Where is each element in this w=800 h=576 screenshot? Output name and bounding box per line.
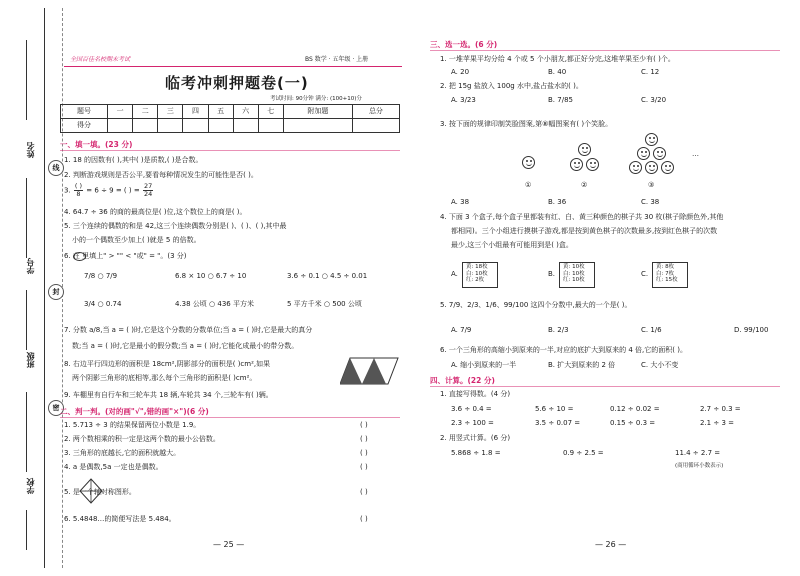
box-line: 红: 2枚	[466, 277, 485, 284]
figure-label-3: ③	[648, 181, 655, 189]
calc-item: 11.4 ÷ 2.7 =	[675, 449, 721, 457]
chess-box-c	[652, 262, 688, 288]
calc-item: 5.6 ÷ 10 =	[535, 405, 574, 413]
q9-text: 9. 车棚里有自行车和三轮车共 18 辆,车轮共 34 个,三轮车有( )辆。	[64, 391, 273, 399]
chess-box-b	[559, 262, 595, 288]
table-cell: 总分	[352, 105, 399, 119]
calc-item: 0.9 ÷ 2.5 =	[563, 449, 604, 457]
section-rule	[60, 150, 400, 151]
smiley-face-icon	[653, 147, 666, 160]
chess-box-a	[462, 262, 498, 288]
q1-text: 1. 18 的因数有( ),其中( )是质数,( )是合数。	[64, 156, 203, 164]
score-table-header-row	[61, 105, 400, 119]
q1-option-c[interactable]: C. 12	[641, 68, 660, 76]
box-line: 黄: 8枚	[656, 264, 675, 270]
q3-denominator: 8	[76, 189, 81, 198]
exam-info: 考试时间: 90分钟 满分: (100+10)分	[270, 96, 362, 102]
kite-shape-icon	[78, 478, 104, 504]
q6-r2-c2: 4.38 公顷 ○ 436 平方米	[175, 300, 254, 308]
q2-option-c[interactable]: C. 3/20	[641, 96, 667, 104]
smiley-face-icon	[661, 161, 674, 174]
score-cell[interactable]	[208, 119, 233, 133]
calc-item: 2.7 ÷ 0.3 =	[700, 405, 741, 413]
binding-line	[26, 40, 27, 120]
binding-line	[26, 392, 27, 472]
school-label: 学校	[26, 478, 35, 494]
judge-item-1: 1. 5.713 ÷ 3 的结果保留两位小数是 1.9。	[64, 421, 201, 429]
q5-option-a[interactable]: A. 7/9	[451, 326, 472, 334]
q8-text-b: 两个阴影三角形的底相等,那么每个三角形的面积是( )cm²。	[72, 374, 257, 382]
box-line: 红: 10枚	[563, 277, 585, 284]
q6-r2-c1: 3/4 ○ 0.74	[84, 300, 122, 308]
compare-circle-icon	[73, 252, 86, 261]
smiley-face-icon	[629, 161, 642, 174]
box-line: 白: 7枚	[656, 270, 675, 277]
score-table-score-row	[61, 119, 400, 133]
subject-info: BS 数学 · 五年级 · 上册	[305, 56, 369, 63]
seal-secret-mark: 密	[48, 400, 64, 416]
choice-q3: 3. 按下面的规律印制笑脸图案,第⑧幅图案有( )个笑脸。	[440, 120, 613, 128]
table-cell: 得分	[61, 119, 108, 133]
score-cell[interactable]	[283, 119, 352, 133]
choice-q4-c: 最少,这三个小组最有可能用到是( )盒。	[451, 241, 573, 249]
judge-bracket-1[interactable]: ( )	[360, 421, 368, 429]
score-cell[interactable]	[183, 119, 208, 133]
right-page-number: — 26 —	[595, 540, 627, 549]
section3-title: 三、选一选。(6 分)	[430, 40, 498, 49]
judge-bracket-5[interactable]: ( )	[360, 488, 368, 496]
seal-line-mark: 线	[48, 160, 64, 176]
judge-item-5: 5. 是一个轴对称图形。	[64, 488, 136, 496]
choice-q5: 5. 7/9、2/3、1/6、99/100 这四个分数中,最大的一个是( )。	[440, 301, 632, 309]
calc-item: 5.868 ÷ 1.8 =	[451, 449, 501, 457]
q3-blank[interactable]: ( )	[74, 182, 83, 190]
seal-seal-mark: 封	[48, 284, 64, 300]
q6-text: 6. 在 里填上" > "" < "或" = "。(3 分)	[64, 252, 187, 260]
box-b-label[interactable]: B.	[548, 270, 556, 278]
q3-option-a[interactable]: A. 38	[451, 198, 470, 206]
q6-r2-c3: 5 平方千米 ○ 500 公顷	[287, 300, 362, 308]
section2-title: 二、判一判。(对的画"√",错的画"×")(6 分)	[60, 407, 209, 416]
calc-part1-title: 1. 直接写得数。(4 分)	[440, 390, 511, 398]
judge-item-4: 4. a 是偶数,5a 一定也是偶数。	[64, 463, 163, 471]
q1-option-b[interactable]: B. 40	[548, 68, 567, 76]
page-title: 临考冲刺押题卷(一)	[165, 74, 309, 92]
calc-item: 2.1 ÷ 3 =	[700, 419, 734, 427]
section4-title: 四、计算。(22 分)	[430, 376, 495, 385]
box-c-label[interactable]: C.	[641, 270, 649, 278]
section-rule	[60, 417, 400, 418]
score-cell[interactable]	[352, 119, 399, 133]
box-line: 红: 15枚	[656, 277, 678, 284]
box-line: 白: 10枚	[466, 270, 488, 277]
q7-text-b: 数;当 a = ( )时,它是最小的假分数;当 a = ( )时,它能化成最小的带分数。	[72, 342, 299, 350]
q3-fraction-blank	[74, 183, 83, 198]
box-line: 黄: 10枚	[563, 264, 585, 270]
box-line: 黄: 18枚	[466, 264, 488, 270]
table-cell: 五	[208, 105, 233, 119]
header-rule	[64, 66, 402, 67]
q3-option-b[interactable]: B. 36	[548, 198, 567, 206]
binding-line	[26, 510, 27, 550]
section-rule	[430, 386, 780, 387]
table-cell: 二	[133, 105, 158, 119]
judge-bracket-6[interactable]: ( )	[360, 515, 368, 523]
student-number-label: 学号	[26, 258, 35, 274]
class-label: 班级	[26, 352, 35, 368]
choice-q6: 6. 一个三角形的高缩小到原来的一半,对应的底扩大到原来的 4 倍,它的面积( )。	[440, 346, 687, 354]
score-cell[interactable]	[108, 119, 133, 133]
judge-bracket-3[interactable]: ( )	[360, 449, 368, 457]
figure-label-1: ①	[525, 181, 532, 189]
q3-prefix: 3.	[64, 186, 71, 195]
smiley-face-icon	[645, 133, 658, 146]
section1-title: 一、填一填。(23 分)	[60, 140, 133, 149]
binding-line	[26, 178, 27, 258]
table-cell: 题号	[61, 105, 108, 119]
box-line: 白: 10枚	[563, 270, 585, 277]
judge-bracket-4[interactable]: ( )	[360, 463, 368, 471]
q2-option-a[interactable]: A. 3/23	[451, 96, 476, 104]
q4-text: 4. 64.7 ÷ 36 的商的最高位是( )位,这个数位上的商是( )。	[64, 208, 247, 216]
table-cell: 一	[108, 105, 133, 119]
q6-r1-c2: 6.8 × 10 ○ 6.7 ÷ 10	[175, 272, 247, 280]
table-cell: 七	[258, 105, 283, 119]
q2-option-b[interactable]: B. 7/85	[548, 96, 573, 104]
name-label: 姓名	[26, 142, 35, 158]
q3-denominator2: 24	[143, 189, 153, 198]
q5-option-c[interactable]: C. 1/6	[641, 326, 662, 334]
q2-text: 2. 判断游戏规则是否公平,要看每种情况发生的可能性是否( )。	[64, 171, 258, 179]
q6-r1-c3: 3.6 ÷ 0.1 ○ 4.5 ÷ 0.01	[287, 272, 368, 280]
q8-text-a: 8. 右边平行四边形的面积是 18cm²,阴影部分的面积是( )cm²,如果	[64, 360, 271, 368]
q6-r1-c1: 7/8 ○ 7/9	[84, 272, 118, 280]
table-cell: 三	[158, 105, 183, 119]
judge-item-3: 3. 三角形的底越长,它的面积就越大。	[64, 449, 181, 457]
binding-line	[26, 290, 27, 350]
calc-item: 0.12 ÷ 0.02 =	[610, 405, 660, 413]
q6-option-c[interactable]: C. 大小不变	[641, 361, 679, 369]
series-name: 全国百佳名校期末考试	[70, 56, 131, 63]
score-cell[interactable]	[258, 119, 283, 133]
parallelogram-figure	[340, 356, 400, 386]
q3-line	[64, 183, 154, 198]
pattern-continues: …	[692, 150, 699, 158]
q3-mid: = 6 ÷ 9 = ( ) =	[86, 186, 140, 195]
choice-q4-b: 都相同)。三个小组进行摸棋子游戏,都是按到黄色棋子的次数最多,按到红色棋子的次数	[451, 227, 718, 235]
judge-item-6: 6. 5.4848…的简便写法是 5.484。	[64, 515, 176, 523]
smiley-face-icon	[586, 158, 599, 171]
q3-fraction-result	[143, 183, 153, 198]
smiley-face-icon	[578, 143, 591, 156]
smiley-face-icon	[645, 161, 658, 174]
figure-label-2: ②	[581, 181, 588, 189]
calc-item: 3.6 ÷ 0.4 =	[451, 405, 492, 413]
q5-text-a: 5. 三个连续的偶数的和是 42,这三个连续偶数分别是( )、( )、( ),其中最	[64, 222, 287, 230]
box-a-label[interactable]: A.	[451, 270, 458, 278]
choice-q1: 1. 一堆苹果平均分给 4 个或 5 个小朋友,都正好分完,这堆苹果至少有( )个。	[440, 55, 675, 63]
q3-option-c[interactable]: C. 38	[641, 198, 660, 206]
choice-q4-a: 4. 下面 3 个盒子,每个盒子里都装有红、白、黄三种颜色的棋子共 30 枚(棋子除颜色外,其他	[440, 213, 724, 221]
table-cell: 六	[233, 105, 258, 119]
score-cell[interactable]	[233, 119, 258, 133]
q5-text-b: 小的一个偶数至少加上( )就是 5 的倍数。	[72, 236, 201, 244]
calc-item: 3.5 ÷ 0.07 =	[535, 419, 581, 427]
calc-part2-title: 2. 用竖式计算。(6 分)	[440, 434, 511, 442]
judge-bracket-2[interactable]: ( )	[360, 435, 368, 443]
smiley-face-icon	[570, 158, 583, 171]
q5-option-b[interactable]: B. 2/3	[548, 326, 569, 334]
score-cell[interactable]	[133, 119, 158, 133]
q6-option-a[interactable]: A. 缩小到原来的一半	[451, 361, 517, 369]
q7-text-a: 7. 分数 a/8,当 a = ( )时,它是这个分数的分数单位;当 a = ( )时,它是最大的真分	[64, 326, 313, 334]
binding-vertical-line	[44, 8, 45, 568]
score-cell[interactable]	[158, 119, 183, 133]
choice-q2: 2. 把 15g 盐放入 100g 水中,盐占盐水的( )。	[440, 82, 583, 90]
table-cell: 附加题	[283, 105, 352, 119]
score-table	[60, 104, 400, 133]
smiley-face-icon	[637, 147, 650, 160]
q5-option-d[interactable]: D. 99/100	[734, 326, 769, 334]
q1-option-a[interactable]: A. 20	[451, 68, 470, 76]
smiley-face-icon	[522, 156, 535, 169]
table-cell: 四	[183, 105, 208, 119]
section-rule	[430, 50, 780, 51]
calc-note: (商用循环小数表示)	[675, 463, 724, 469]
calc-item: 2.3 ÷ 100 =	[451, 419, 494, 427]
left-page-number: — 25 —	[213, 540, 245, 549]
calc-item: 0.15 ÷ 0.3 =	[610, 419, 656, 427]
judge-item-2: 2. 两个数相乘的积一定是这两个数的最小公倍数。	[64, 435, 220, 443]
q3-numerator: 27	[143, 182, 153, 190]
q6-option-b[interactable]: B. 扩大到原来的 2 倍	[548, 361, 616, 369]
